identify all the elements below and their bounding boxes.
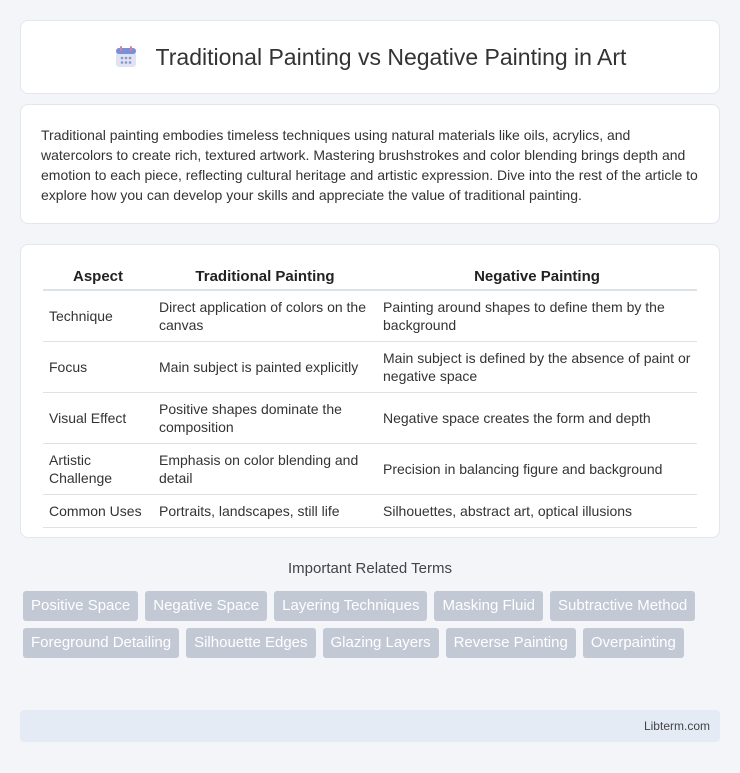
page-title: Traditional Painting vs Negative Painting in Art: [155, 43, 627, 70]
header-negative: Negative Painting: [377, 265, 697, 291]
table-row: [43, 444, 697, 495]
header-aspect: Aspect: [43, 265, 153, 291]
cell-negative: Main subject is defined by the absence of paint or negative space: [377, 342, 697, 393]
title-card: [20, 20, 720, 94]
footer-site-link[interactable]: Libterm.com: [643, 719, 710, 733]
cell-traditional: Emphasis on color blending and detail: [153, 444, 377, 495]
cell-traditional: Portraits, landscapes, still life: [153, 495, 377, 528]
cell-traditional: Main subject is painted explicitly: [153, 342, 377, 393]
cell-negative: Painting around shapes to define them by the background: [377, 291, 697, 342]
tag-positive-space[interactable]: Positive Space: [23, 591, 138, 621]
tag-overpainting[interactable]: Overpainting: [583, 628, 684, 658]
cell-aspect: Common Uses: [43, 495, 153, 528]
intro-card: [20, 104, 720, 224]
cell-aspect: Technique: [43, 291, 153, 342]
cell-negative: Negative space creates the form and depth: [377, 393, 697, 444]
table-row: [43, 393, 697, 444]
cell-aspect: Artistic Challenge: [43, 444, 153, 495]
tag-silhouette-edges[interactable]: Silhouette Edges: [186, 628, 315, 658]
tag-glazing-layers[interactable]: Glazing Layers: [323, 628, 439, 658]
cell-negative: Precision in balancing figure and background: [377, 444, 697, 495]
cell-traditional: Direct application of colors on the canvas: [153, 291, 377, 342]
tag-foreground-detailing[interactable]: Foreground Detailing: [23, 628, 179, 658]
header-traditional: Traditional Painting: [153, 265, 377, 291]
tag-masking-fluid[interactable]: Masking Fluid: [434, 591, 543, 621]
cell-traditional: Positive shapes dominate the composition: [153, 393, 377, 444]
table-row: [43, 495, 697, 528]
tag-reverse-painting[interactable]: Reverse Painting: [446, 628, 576, 658]
calendar-icon: [114, 45, 138, 69]
footer: [20, 710, 720, 742]
comparison-table: [43, 265, 697, 528]
related-terms-title: Important Related Terms: [288, 560, 452, 577]
cell-aspect: Visual Effect: [43, 393, 153, 444]
tag-negative-space[interactable]: Negative Space: [145, 591, 267, 621]
cell-aspect: Focus: [43, 342, 153, 393]
cell-negative: Silhouettes, abstract art, optical illusions: [377, 495, 697, 528]
table-row: [43, 291, 697, 342]
intro-text: Traditional painting embodies timeless techniques using natural materials like oils, acrylics, and watercolors to create rich, textured artwork. Mastering brushstrokes and color blending brings depth and emotion to each piece, reflecting cultural heritage and artistic expression. Dive into the rest of the article to explore how you can develop your skills and appreciate the value of traditional painting.: [41, 127, 698, 203]
tag-subtractive-method[interactable]: Subtractive Method: [550, 591, 695, 621]
tag-layering-techniques[interactable]: Layering Techniques: [274, 591, 427, 621]
comparison-card: [20, 244, 720, 538]
table-header-row: [43, 265, 697, 291]
related-terms-list: [23, 591, 723, 658]
table-row: [43, 342, 697, 393]
